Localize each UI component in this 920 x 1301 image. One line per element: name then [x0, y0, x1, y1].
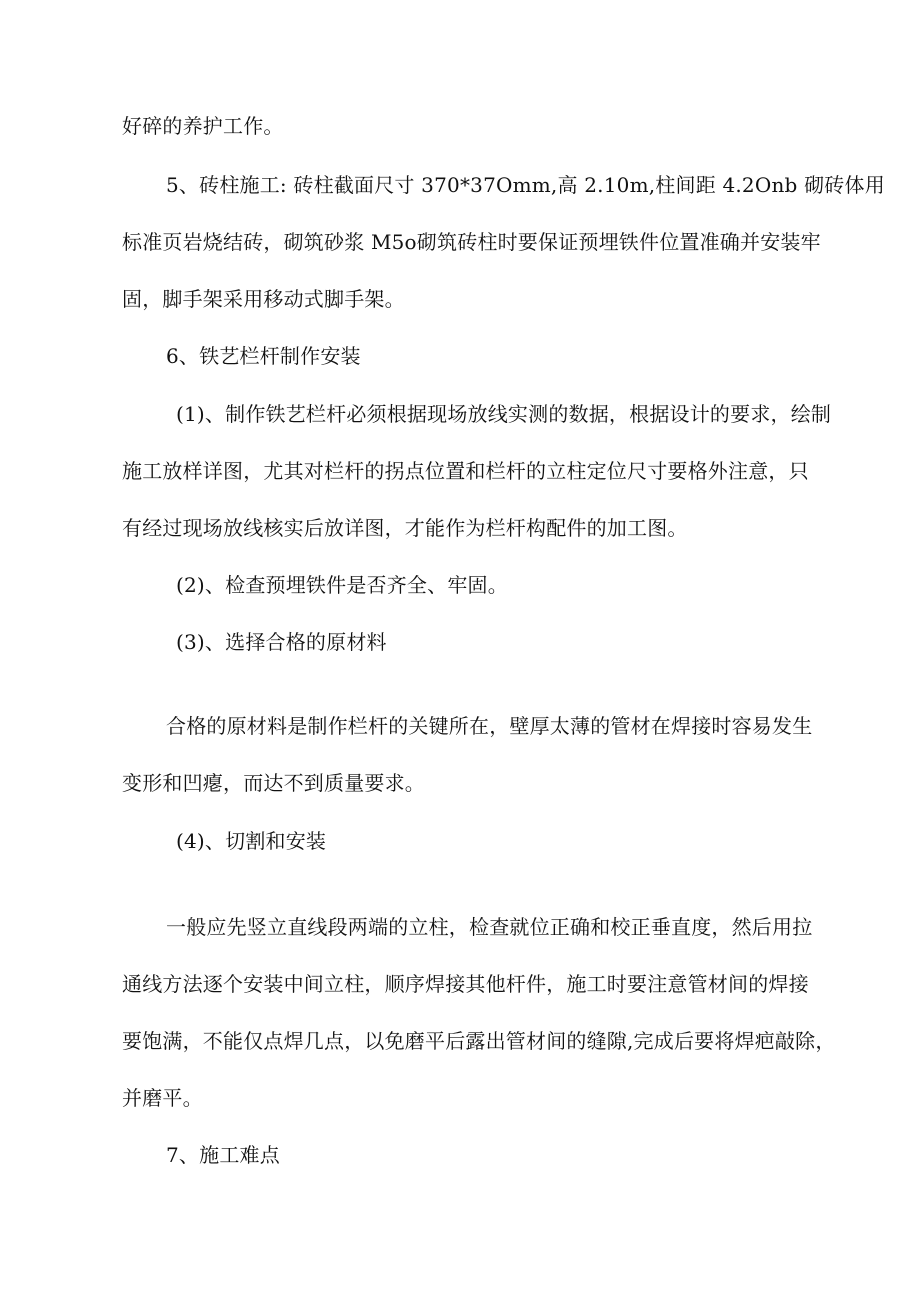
paragraph-line: 一般应先竖立直线段两端的立柱，检查就位正确和校正垂直度，然后用拉	[166, 915, 813, 939]
item-1-line: (1)、制作铁艺栏杆必须根据现场放线实测的数据，根据设计的要求，绘制	[176, 402, 832, 426]
item-3-heading: (3)、选择合格的原材料	[176, 630, 387, 654]
section-5-heading-line: 5、砖柱施工: 砖柱截面尺寸 370*37Omm,高 2.10m,柱间距 4.2Onb 砌砖体用	[166, 173, 885, 197]
paragraph-line: 通线方法逐个安装中间立柱，顺序焊接其他杆件，施工时要注意管材间的焊接	[122, 972, 809, 996]
paragraph-line: 固，脚手架采用移动式脚手架。	[122, 287, 405, 311]
paragraph-line: 标准页岩烧结砖，砌筑砂浆 M5o砌筑砖柱时要保证预埋铁件位置准确并安装牢	[122, 230, 821, 254]
paragraph-line: 有经过现场放线核实后放详图，才能作为栏杆构配件的加工图。	[122, 516, 688, 540]
item-4-heading: (4)、切割和安装	[176, 829, 327, 853]
paragraph-line: 要饱满，不能仅点焊几点，以免磨平后露出管材间的缝隙,完成后要将焊疤敲除，	[122, 1029, 836, 1053]
paragraph-line: 施工放样详图，尤其对栏杆的拐点位置和栏杆的立柱定位尺寸要格外注意，只	[122, 459, 809, 483]
section-6-heading: 6、铁艺栏杆制作安装	[166, 344, 361, 368]
section-7-heading: 7、施工难点	[166, 1143, 280, 1167]
paragraph-line: 合格的原材料是制作栏杆的关键所在，壁厚太薄的管材在焊接时容易发生	[166, 714, 813, 738]
paragraph-line: 变形和凹瘪，而达不到质量要求。	[122, 771, 425, 795]
paragraph-line: 好碎的养护工作。	[122, 114, 284, 138]
item-2-line: (2)、检查预埋铁件是否齐全、牢固。	[176, 573, 508, 597]
paragraph-line: 并磨平。	[122, 1086, 203, 1110]
